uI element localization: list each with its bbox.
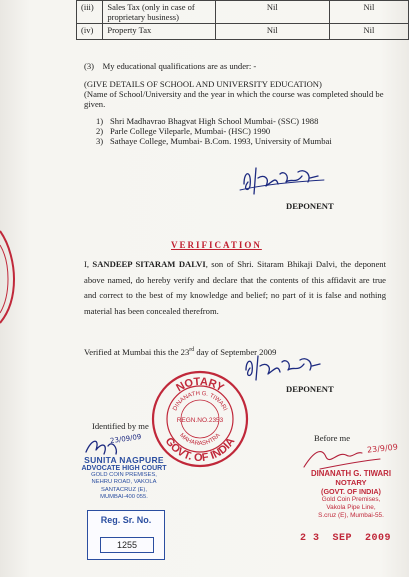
seal-state-text: MAHARASHTRA [178,432,222,448]
list-num: 1) [96,116,104,126]
notary-govt: (GOVT. OF INDIA) [321,487,381,496]
deponent-label-2: DEPONENT [286,384,334,394]
list-num: 2) [96,126,104,137]
verified-sup: rd [189,347,195,353]
notary-addr-1: Gold Coin Premises, [321,496,381,503]
verified-suffix: day of September 2009 [194,346,277,357]
seal-regn-text: REGN.NO.2353 [176,417,224,424]
education-instruction-2: (Name of School/University and the year in which the course was completed should be given. [84,89,384,110]
verification-heading: VERIFICATION [171,240,262,250]
para-prefix: I, [84,259,93,269]
row-value-1: Nil [215,1,329,24]
row-value-1: Nil [215,24,329,40]
verification-paragraph [84,257,386,319]
reg-label: Reg. Sr. No. [100,515,152,525]
education-instruction-1: (GIVE DETAILS OF SCHOOL AND UNIVERSITY EDUCATION) [84,79,322,89]
tax-table [76,0,409,40]
list-text: Shri Madhavrao Bhagvat High School Mumbai- (SSC) 1988 [110,116,319,126]
row-value-2: Nil [329,24,408,40]
registration-box [87,510,165,560]
identified-by-label: Identified by me [92,421,149,431]
row-number: (iv) [77,24,103,40]
reg-number: 1255 [100,537,154,553]
table-row [77,24,409,40]
deponent-name: SANDEEP SITARAM DALVI [92,259,206,269]
date-stamp: 2 3 SEP 2009 [300,533,392,544]
seal-name-text: DINANATH G. TIWARI [172,390,228,412]
advocate-addr-3: SANTACRUZ (E), [101,486,147,493]
verified-line [84,345,384,357]
notary-addr-3: S.cruz (E), Mumbai-55. [318,512,384,520]
row-number: (iii) [77,1,103,24]
row-value-2: Nil [329,1,408,24]
list-text: Sathaye College, Mumbai- B.Com. 1993, University of Mumbai [110,136,332,147]
deponent-signature-1 [238,156,328,200]
notary-round-seal [150,369,250,469]
advocate-name: SUNITA NAGPURE [84,455,164,465]
notary-sig-date: 23/9/09 [366,442,399,455]
notary-title: NOTARY [335,478,367,487]
notary-name: DINANATH G. TIWARI [311,469,391,478]
list-num: 3) [96,136,104,147]
seal-top-text: NOTARY [174,375,226,395]
para-rest: , son of Shri. Sitaram Bhikaji Dalvi, the deponent above named, do hereby verify and declare that the contents of this affidavit are true and correct to the best of my knowledge and belief; no part of it is false and nothing material has been concealed therefrom. [84,259,386,316]
advocate-title: ADVOCATE HIGH COURT [81,465,167,472]
list-item [96,136,396,146]
seal-bottom-text: GOVT. OF INDIA [162,435,238,465]
partial-seal-left [0,225,16,325]
verified-prefix: Verified at Mumbai this the 23 [84,346,190,357]
advocate-addr-1: GOLD COIN PREMISES, [91,472,157,478]
advocate-addr-2: NEHRU ROAD, VAKOLA [91,479,157,486]
list-item [96,116,396,126]
notary-stamp [300,469,402,521]
advocate-sig-date: 23/09/09 [109,432,142,446]
row-item: Sales Tax (only in case of proprietary business) [103,1,215,24]
notary-addr-2: Vakola Pipe Line, [326,504,376,512]
row-item: Property Tax [103,24,215,40]
list-item [96,126,396,136]
table-row [77,1,409,24]
education-list [96,116,396,147]
advocate-addr-4: MUMBAI-400 055. [100,494,148,501]
deponent-signature-2 [240,348,330,384]
deponent-label-1: DEPONENT [286,201,334,211]
education-intro: (3) My educational qualifications are as under: - [84,61,257,71]
list-text: Parle College Vileparle, Mumbai- (HSC) 1990 [110,126,271,137]
before-me-label: Before me [314,433,351,443]
